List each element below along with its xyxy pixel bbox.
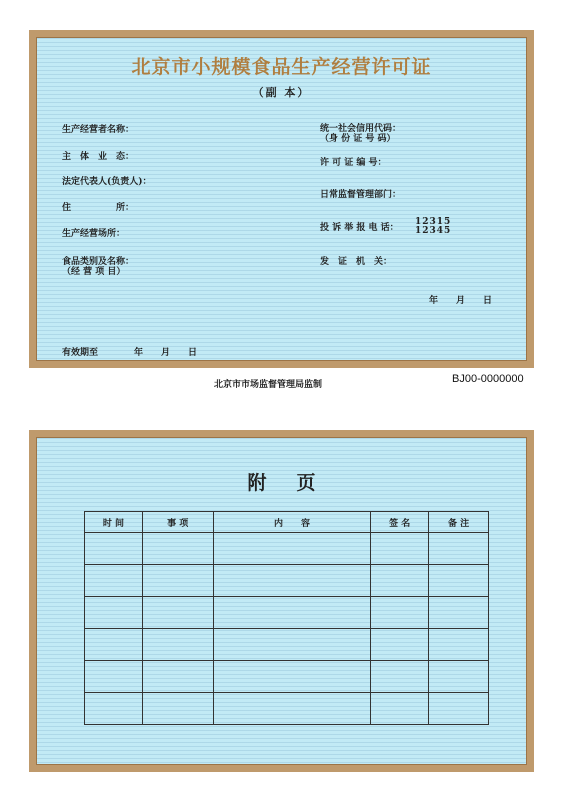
hotline-number-2: 12345 [415, 226, 452, 236]
table-row [85, 597, 489, 629]
label-legal-representative: 法定代表人(负责人)： [62, 177, 152, 187]
table-cell [429, 693, 489, 725]
table-cell [429, 597, 489, 629]
table-cell [371, 693, 429, 725]
table-cell [371, 629, 429, 661]
table-cell [85, 629, 143, 661]
table-cell [213, 597, 371, 629]
license-title: 北京市小规模食品生产经营许可证 [131, 56, 432, 78]
hotline-number-1: 12315 [415, 217, 452, 227]
serial-number: BJ00-0000000 [452, 373, 524, 385]
annex-card-body [36, 437, 527, 765]
label-license-number: 许 可 证 编 号： [320, 158, 387, 168]
table-cell [142, 629, 213, 661]
table-cell [85, 661, 143, 693]
column-header-signature: 签 名 [371, 512, 429, 533]
label-business-type: 主 体 业 态： [62, 152, 135, 162]
table-cell [213, 693, 371, 725]
table-row [85, 533, 489, 565]
license-card-body [36, 37, 527, 361]
column-header-item: 事 项 [142, 512, 213, 533]
table-cell [85, 597, 143, 629]
label-operator-name: 生产经营者名称： [62, 125, 135, 135]
table-row [85, 629, 489, 661]
label-supervision-department: 日常监督管理部门： [320, 190, 402, 200]
table-cell [429, 629, 489, 661]
label-business-premises: 生产经营场所： [62, 229, 126, 239]
table-cell [142, 565, 213, 597]
license-card [29, 30, 534, 368]
table-row [85, 661, 489, 693]
table-cell [213, 629, 371, 661]
column-header-content: 内 容 [213, 512, 371, 533]
table-cell [213, 533, 371, 565]
table-cell [85, 565, 143, 597]
label-credit-code: 统一社会信用代码： [320, 124, 402, 134]
column-header-remarks: 备 注 [429, 512, 489, 533]
table-cell [213, 565, 371, 597]
table-cell [429, 565, 489, 597]
table-cell [371, 533, 429, 565]
table-cell [371, 565, 429, 597]
label-address: 住 所： [62, 203, 135, 213]
license-subtitle: （副 本） [252, 86, 311, 99]
validity-date: 有效期至 年 月 日 [62, 348, 198, 358]
table-cell [142, 661, 213, 693]
issue-date: 年 月 日 [429, 296, 493, 306]
annex-card [29, 430, 534, 772]
table-cell [142, 693, 213, 725]
label-id-number: （身 份 证 号 码） [320, 134, 396, 144]
table-cell [142, 533, 213, 565]
annex-table [84, 511, 489, 725]
table-cell [429, 533, 489, 565]
supervision-note: 北京市市场监督管理局监制 [214, 380, 323, 390]
table-cell [85, 533, 143, 565]
table-row [85, 693, 489, 725]
table-cell [371, 661, 429, 693]
label-food-category: 食品类别及名称： [62, 257, 135, 267]
column-header-time: 时 间 [85, 512, 143, 533]
table-cell [371, 597, 429, 629]
label-issuing-authority: 发 证 机 关： [320, 257, 393, 267]
label-business-items: （经 营 项 目） [62, 267, 126, 277]
table-cell [429, 661, 489, 693]
table-cell [142, 597, 213, 629]
table-cell [213, 661, 371, 693]
annex-table-header [85, 512, 489, 533]
label-complaint-hotline: 投 诉 举 报 电 话： [320, 223, 399, 233]
table-row [85, 565, 489, 597]
annex-title: 附页 [247, 472, 346, 494]
table-cell [85, 693, 143, 725]
